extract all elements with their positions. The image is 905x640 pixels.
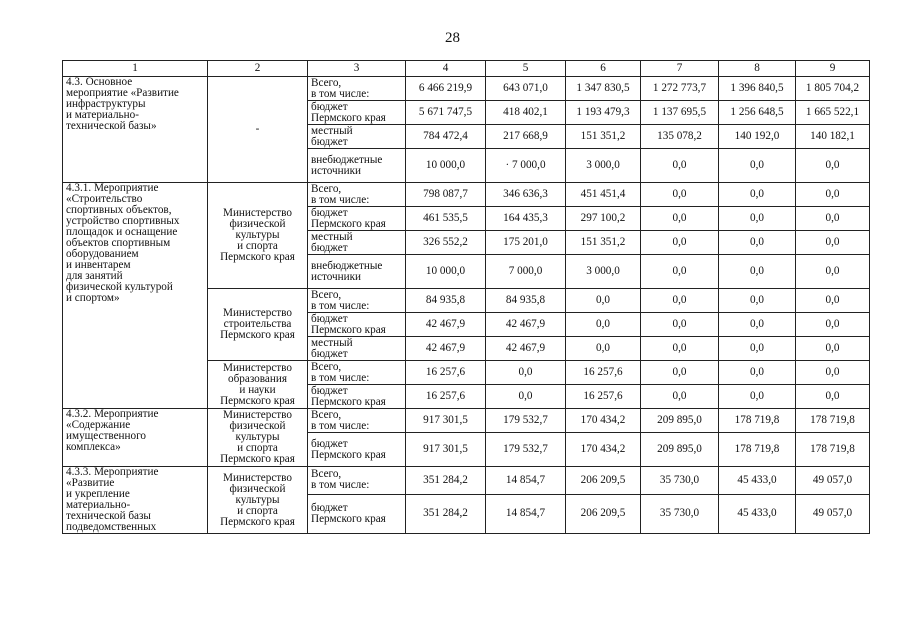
responsible-executor-cell: [208, 409, 308, 467]
text-line: объектов спортивным: [66, 237, 171, 249]
text-line: 4.3.3. Мероприятие: [66, 466, 159, 478]
text-line: 4.3.1. Мероприятие: [66, 182, 159, 194]
amount-cell: 209 895,0: [641, 433, 719, 467]
amount-cell: 0,0: [566, 313, 641, 337]
amount-cell: 351 284,2: [406, 467, 486, 495]
text-line: и спорта: [237, 442, 278, 454]
text-line: в том числе:: [311, 479, 370, 492]
amount-cell: 0,0: [641, 207, 719, 231]
amount-cell: 784 472,4: [406, 125, 486, 149]
text-line: Пермского края: [311, 217, 386, 230]
amount-cell: 0,0: [719, 207, 796, 231]
amount-cell: 0,0: [719, 289, 796, 313]
funding-source-cell: [308, 289, 406, 313]
amount-cell: 0,0: [566, 337, 641, 361]
text-line: физической: [229, 482, 286, 495]
amount-cell: 1 347 830,5: [566, 77, 641, 101]
text-line: Министерство: [223, 207, 292, 219]
text-line: физической культурой: [66, 281, 173, 293]
text-line: бюджет: [311, 384, 348, 397]
amount-cell: 0,0: [641, 183, 719, 207]
funding-source-cell: [308, 313, 406, 337]
amount-cell: 0,0: [796, 337, 870, 361]
amount-cell: 170 434,2: [566, 433, 641, 467]
amount-cell: 0,0: [796, 361, 870, 385]
column-header: 1: [63, 61, 208, 77]
text-line: Министерство: [223, 409, 292, 421]
text-line: оборудованием: [66, 248, 139, 260]
text-line: устройство спортивных: [66, 215, 180, 227]
column-header: 3: [308, 61, 406, 77]
text-line: Всего,: [311, 408, 342, 421]
amount-cell: 35 730,0: [641, 467, 719, 495]
text-line: спортивных объектов,: [66, 204, 172, 216]
amount-cell: 0,0: [796, 385, 870, 409]
amount-cell: 84 935,8: [406, 289, 486, 313]
amount-cell: 418 402,1: [486, 101, 566, 125]
amount-cell: 42 467,9: [406, 337, 486, 361]
text-line: культуры: [235, 493, 280, 506]
amount-cell: 84 935,8: [486, 289, 566, 313]
amount-cell: 0,0: [566, 289, 641, 313]
amount-cell: 14 854,7: [486, 467, 566, 495]
text-line: Пермского края: [311, 448, 386, 461]
text-line: местный: [311, 124, 353, 137]
amount-cell: · 7 000,0: [486, 149, 566, 183]
amount-cell: 14 854,7: [486, 494, 566, 533]
text-line: Министерство: [223, 307, 292, 319]
text-line: мероприятие «Развитие: [66, 87, 179, 99]
funding-source-cell: [308, 101, 406, 125]
text-line: в том числе:: [311, 371, 370, 384]
event-title-cell: [63, 467, 208, 534]
funding-source-cell: [308, 183, 406, 207]
amount-cell: 175 201,0: [486, 231, 566, 255]
amount-cell: 178 719,8: [719, 409, 796, 433]
text-line: технической базы: [66, 510, 151, 522]
funding-source-cell: [308, 361, 406, 385]
text-line: Пермского края: [311, 323, 386, 336]
responsible-executor-cell: [208, 289, 308, 361]
amount-cell: 206 209,5: [566, 494, 641, 533]
table-body: [63, 77, 870, 534]
text-line: 4.3. Основное: [66, 76, 133, 88]
text-line: бюджет: [311, 437, 348, 450]
budget-table: [62, 60, 870, 534]
text-line: Пермского края: [311, 395, 386, 408]
amount-cell: 0,0: [719, 361, 796, 385]
text-line: физической: [229, 420, 286, 432]
text-line: и спорта: [237, 504, 278, 517]
text-line: -: [255, 123, 260, 135]
funding-source-cell: [308, 125, 406, 149]
amount-cell: 0,0: [641, 361, 719, 385]
amount-cell: 178 719,8: [796, 433, 870, 467]
amount-cell: 643 071,0: [486, 77, 566, 101]
text-line: и спортом»: [66, 292, 120, 304]
amount-cell: 6 466 219,9: [406, 77, 486, 101]
amount-cell: 45 433,0: [719, 467, 796, 495]
text-line: местный: [311, 230, 353, 243]
funding-source-cell: [308, 467, 406, 495]
amount-cell: 135 078,2: [641, 125, 719, 149]
amount-cell: 1 256 648,5: [719, 101, 796, 125]
text-line: Пермского края: [311, 512, 386, 525]
amount-cell: 0,0: [641, 289, 719, 313]
amount-cell: 179 532,7: [486, 433, 566, 467]
text-line: бюджет: [311, 100, 348, 113]
amount-cell: 151 351,2: [566, 125, 641, 149]
amount-cell: 0,0: [719, 255, 796, 289]
table-row: [63, 467, 870, 495]
text-line: «Развитие: [66, 477, 115, 489]
amount-cell: 0,0: [796, 313, 870, 337]
amount-cell: 206 209,5: [566, 467, 641, 495]
amount-cell: 0,0: [719, 313, 796, 337]
amount-cell: 461 535,5: [406, 207, 486, 231]
page-number: 28: [445, 30, 460, 46]
amount-cell: 10 000,0: [406, 255, 486, 289]
text-line: Пермского края: [220, 515, 295, 528]
text-line: Всего,: [311, 76, 342, 89]
text-line: источники: [311, 270, 362, 283]
amount-cell: 42 467,9: [486, 313, 566, 337]
amount-cell: 917 301,5: [406, 409, 486, 433]
funding-source-cell: [308, 149, 406, 183]
amount-cell: 5 671 747,5: [406, 101, 486, 125]
amount-cell: 140 192,0: [719, 125, 796, 149]
text-line: «Строительство: [66, 193, 143, 205]
column-header: 7: [641, 61, 719, 77]
text-line: бюджет: [311, 206, 348, 219]
text-line: внебюджетные: [311, 259, 383, 272]
amount-cell: 1 805 704,2: [796, 77, 870, 101]
funding-source-cell: [308, 494, 406, 533]
amount-cell: 179 532,7: [486, 409, 566, 433]
amount-cell: 42 467,9: [406, 313, 486, 337]
amount-cell: 0,0: [641, 313, 719, 337]
amount-cell: 42 467,9: [486, 337, 566, 361]
amount-cell: 45 433,0: [719, 494, 796, 533]
amount-cell: 0,0: [719, 183, 796, 207]
amount-cell: 0,0: [641, 231, 719, 255]
amount-cell: 326 552,2: [406, 231, 486, 255]
column-header: 9: [796, 61, 870, 77]
funding-source-cell: [308, 255, 406, 289]
text-line: Министерство: [223, 471, 292, 484]
responsible-executor-cell: [208, 361, 308, 409]
amount-cell: 0,0: [719, 337, 796, 361]
amount-cell: 917 301,5: [406, 433, 486, 467]
text-line: Пермского края: [220, 394, 295, 407]
text-line: Всего,: [311, 288, 342, 301]
funding-source-cell: [308, 207, 406, 231]
amount-cell: 170 434,2: [566, 409, 641, 433]
text-line: строительства: [223, 318, 292, 330]
column-header: 6: [566, 61, 641, 77]
text-line: Пермского края: [220, 251, 295, 263]
text-line: для занятий: [66, 270, 123, 282]
text-line: культуры: [235, 431, 280, 443]
header-row: [63, 61, 870, 77]
amount-cell: 0,0: [719, 231, 796, 255]
funding-source-cell: [308, 77, 406, 101]
amount-cell: 0,0: [719, 385, 796, 409]
column-header: 8: [719, 61, 796, 77]
event-title-cell: [63, 77, 208, 183]
text-line: образования: [227, 372, 287, 385]
text-line: и укрепление: [66, 488, 130, 500]
amount-cell: 0,0: [486, 361, 566, 385]
text-line: Всего,: [311, 182, 342, 195]
amount-cell: 1 396 840,5: [719, 77, 796, 101]
amount-cell: 297 100,2: [566, 207, 641, 231]
funding-source-cell: [308, 433, 406, 467]
amount-cell: 0,0: [796, 183, 870, 207]
amount-cell: 3 000,0: [566, 255, 641, 289]
funding-source-cell: [308, 385, 406, 409]
amount-cell: 0,0: [796, 207, 870, 231]
amount-cell: 0,0: [641, 337, 719, 361]
amount-cell: 0,0: [641, 149, 719, 183]
amount-cell: 346 636,3: [486, 183, 566, 207]
amount-cell: 0,0: [796, 255, 870, 289]
text-line: Всего,: [311, 360, 342, 373]
text-line: в том числе:: [311, 87, 370, 100]
amount-cell: 1 193 479,3: [566, 101, 641, 125]
funding-source-cell: [308, 409, 406, 433]
responsible-executor-cell: [208, 77, 308, 183]
text-line: бюджет: [311, 135, 348, 148]
text-line: и науки: [239, 383, 276, 396]
amount-cell: 164 435,3: [486, 207, 566, 231]
amount-cell: 0,0: [796, 231, 870, 255]
text-line: Пермского края: [311, 111, 386, 124]
text-line: подведомственных: [66, 521, 157, 533]
amount-cell: 0,0: [641, 255, 719, 289]
amount-cell: 16 257,6: [566, 361, 641, 385]
text-line: Всего,: [311, 468, 342, 481]
column-header: 4: [406, 61, 486, 77]
amount-cell: 178 719,8: [719, 433, 796, 467]
text-line: 4.3.2. Мероприятие: [66, 408, 159, 420]
amount-cell: 798 087,7: [406, 183, 486, 207]
text-line: в том числе:: [311, 193, 370, 206]
amount-cell: 151 351,2: [566, 231, 641, 255]
text-line: материально-: [66, 499, 131, 511]
amount-cell: 16 257,6: [406, 385, 486, 409]
amount-cell: 10 000,0: [406, 149, 486, 183]
text-line: и инвентарем: [66, 259, 131, 271]
amount-cell: 178 719,8: [796, 409, 870, 433]
amount-cell: 16 257,6: [406, 361, 486, 385]
text-line: комплекса»: [66, 441, 121, 453]
amount-cell: 49 057,0: [796, 467, 870, 495]
amount-cell: 140 182,1: [796, 125, 870, 149]
table-row: [63, 77, 870, 101]
text-line: бюджет: [311, 501, 348, 514]
text-line: технической базы»: [66, 120, 157, 132]
amount-cell: 35 730,0: [641, 494, 719, 533]
amount-cell: 0,0: [796, 149, 870, 183]
text-line: местный: [311, 336, 353, 349]
amount-cell: 49 057,0: [796, 494, 870, 533]
responsible-executor-cell: [208, 467, 308, 534]
amount-cell: 1 137 695,5: [641, 101, 719, 125]
text-line: Министерство: [223, 361, 292, 374]
text-line: Пермского края: [220, 453, 295, 465]
table-row: [63, 183, 870, 207]
text-line: физической: [229, 218, 286, 230]
table-row: [63, 409, 870, 433]
amount-cell: 3 000,0: [566, 149, 641, 183]
amount-cell: 0,0: [719, 149, 796, 183]
amount-cell: 0,0: [486, 385, 566, 409]
text-line: бюджет: [311, 312, 348, 325]
event-title-cell: [63, 409, 208, 467]
text-line: имущественного: [66, 430, 147, 442]
funding-source-cell: [308, 231, 406, 255]
amount-cell: 351 284,2: [406, 494, 486, 533]
amount-cell: 16 257,6: [566, 385, 641, 409]
text-line: бюджет: [311, 347, 348, 360]
text-line: бюджет: [311, 241, 348, 254]
column-header: 2: [208, 61, 308, 77]
amount-cell: 0,0: [796, 289, 870, 313]
text-line: и материально-: [66, 109, 139, 121]
amount-cell: 451 451,4: [566, 183, 641, 207]
text-line: в том числе:: [311, 419, 370, 432]
text-line: в том числе:: [311, 299, 370, 312]
text-line: внебюджетные: [311, 153, 383, 166]
funding-source-cell: [308, 337, 406, 361]
amount-cell: 0,0: [641, 385, 719, 409]
responsible-executor-cell: [208, 183, 308, 289]
amount-cell: 217 668,9: [486, 125, 566, 149]
text-line: Пермского края: [220, 329, 295, 341]
amount-cell: 1 665 522,1: [796, 101, 870, 125]
amount-cell: 209 895,0: [641, 409, 719, 433]
text-line: «Содержание: [66, 419, 131, 431]
text-line: и спорта: [237, 240, 278, 252]
text-line: источники: [311, 164, 362, 177]
text-line: инфраструктуры: [66, 98, 146, 110]
amount-cell: 7 000,0: [486, 255, 566, 289]
event-title-cell: [63, 183, 208, 409]
text-line: культуры: [235, 229, 280, 241]
text-line: площадок и оснащение: [66, 226, 178, 238]
amount-cell: 1 272 773,7: [641, 77, 719, 101]
column-header: 5: [486, 61, 566, 77]
